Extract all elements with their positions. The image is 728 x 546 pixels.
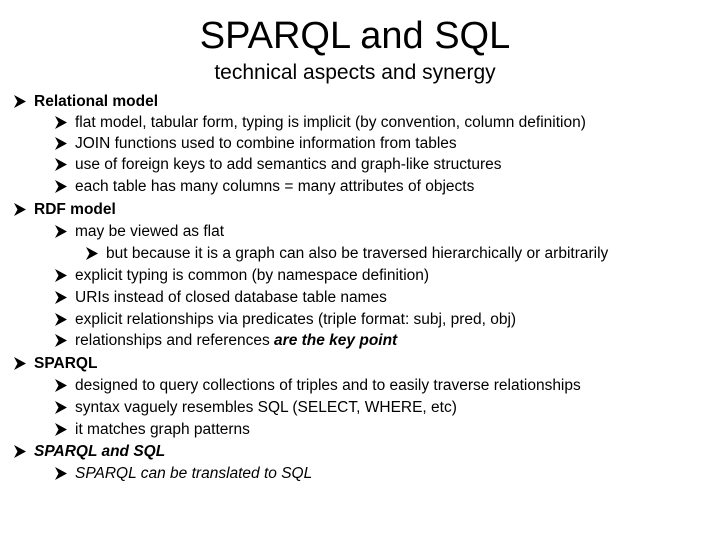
bullet-text: relationships and references — [75, 332, 275, 349]
bullet-text: SPARQL and SQL — [34, 443, 166, 460]
list-item — [55, 420, 250, 440]
arrowhead-bullet-icon — [14, 200, 34, 216]
bullet-text: syntax vaguely resembles SQL (SELECT, WHERE, etc) — [75, 399, 457, 416]
list-item — [86, 244, 608, 264]
list-item — [55, 464, 312, 484]
arrowhead-bullet-icon — [55, 288, 75, 304]
list-item — [55, 222, 224, 242]
list-item — [55, 266, 429, 286]
arrowhead-bullet-icon — [86, 244, 106, 260]
bullet-text: designed to query collections of triples and to easily traverse relationships — [75, 377, 581, 394]
list-item — [55, 155, 501, 175]
slide-subtitle: technical aspects and synergy — [214, 61, 496, 84]
bullet-text: may be viewed as flat — [75, 223, 225, 240]
list-item — [14, 354, 97, 374]
bullet-text: URIs instead of closed database table names — [75, 289, 387, 306]
arrowhead-bullet-icon — [55, 420, 75, 436]
bullet-text: use of foreign keys to add semantics and graph-like structures — [75, 156, 502, 173]
bullet-text: explicit typing is common (by namespace definition) — [75, 267, 430, 284]
list-item — [55, 134, 457, 154]
bullet-text: explicit relationships via predicates (triple format: subj, pred, obj) — [75, 311, 517, 328]
arrowhead-bullet-icon — [14, 92, 34, 108]
list-item — [55, 331, 397, 351]
list-item — [55, 113, 586, 133]
bullet-text: it matches graph patterns — [75, 421, 250, 438]
bullet-text: SPARQL can be translated to SQL — [75, 465, 313, 482]
bullet-emphasis: are the key point — [274, 332, 398, 349]
list-item — [55, 376, 581, 396]
bullet-text: RDF model — [34, 201, 116, 218]
slide-title: SPARQL and SQL — [199, 15, 511, 57]
arrowhead-bullet-icon — [55, 310, 75, 326]
arrowhead-bullet-icon — [55, 464, 75, 480]
list-item — [14, 200, 116, 220]
list-item — [55, 398, 457, 418]
bullet-text: flat model, tabular form, typing is implicit (by convention, column definition) — [75, 114, 586, 131]
arrowhead-bullet-icon — [55, 376, 75, 392]
arrowhead-bullet-icon — [55, 266, 75, 282]
arrowhead-bullet-icon — [55, 398, 75, 414]
arrowhead-bullet-icon — [55, 331, 75, 347]
bullet-text: Relational model — [34, 93, 159, 110]
list-item — [55, 288, 387, 308]
list-item — [55, 177, 474, 197]
list-item — [14, 92, 158, 112]
bullet-text: but because it is a graph can also be traversed hierarchically or arbitrarily — [106, 245, 609, 262]
arrowhead-bullet-icon — [55, 155, 75, 171]
list-item — [55, 310, 516, 330]
arrowhead-bullet-icon — [55, 113, 75, 129]
bullet-text: each table has many columns = many attributes of objects — [75, 178, 475, 195]
arrowhead-bullet-icon — [55, 222, 75, 238]
arrowhead-bullet-icon — [55, 134, 75, 150]
bullet-text: SPARQL — [34, 355, 98, 372]
arrowhead-bullet-icon — [55, 177, 75, 193]
arrowhead-bullet-icon — [14, 354, 34, 370]
arrowhead-bullet-icon — [14, 442, 34, 458]
bullet-text: JOIN functions used to combine information from tables — [75, 135, 457, 152]
list-item — [14, 442, 165, 462]
